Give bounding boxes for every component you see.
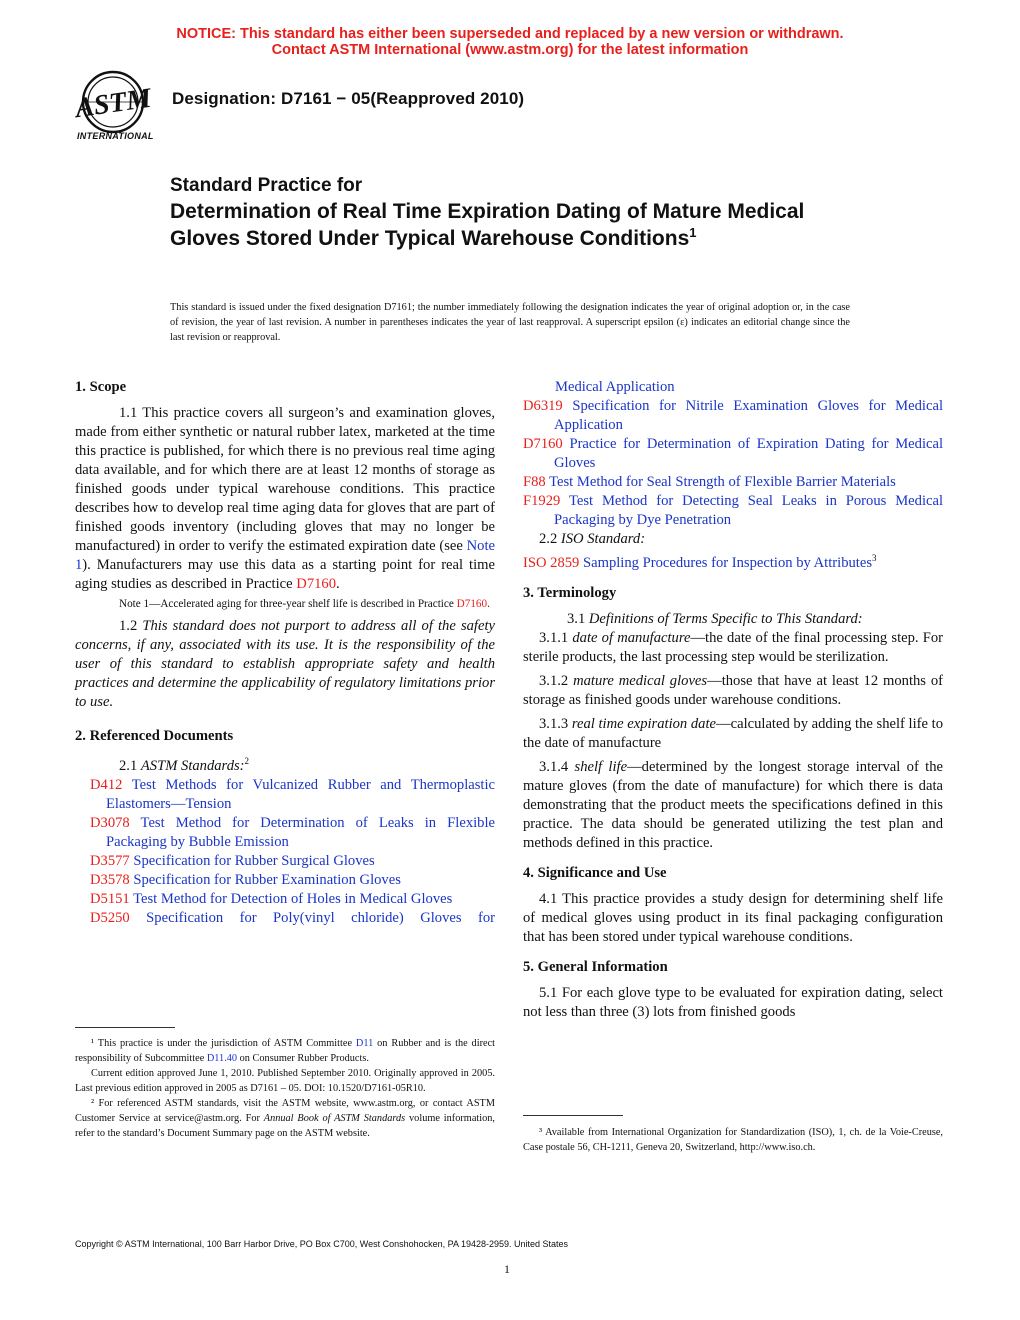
title-main: Determination of Real Time Expiration Dating of Mature Medical Gloves Stored Under Typical Warehouse Conditions$^1$ <box>170 200 805 250</box>
ref-code[interactable]: D5250 <box>90 909 130 926</box>
fn-d1140-link[interactable]: D11.40 <box>206 1053 238 1064</box>
ref-title[interactable]: Specification for Rubber Surgical Gloves <box>133 852 375 869</box>
ref-title[interactable]: Specification for Poly(vinyl chloride) Gloves for <box>146 909 495 926</box>
footnote-1: ¹ This practice is under the jurisdiction of ASTM Committee D11 on Rubber and is the direct responsibility of Subcommittee D11.40 on Consumer Rubber Products. <box>75 1038 495 1064</box>
ref-d3078[interactable] <box>75 814 495 852</box>
title-line-1: Standard Practice for <box>170 175 363 196</box>
ref-d5250-continued[interactable] <box>523 378 943 397</box>
section-1-heading: 1. Scope <box>75 379 127 395</box>
section-5-heading: 5. General Information <box>523 958 668 975</box>
copyright: Copyright © ASTM International, 100 Barr Harbor Drive, PO Box C700, West Conshohocken, PA 19428-2959. United States <box>75 1239 569 1249</box>
d7160-link[interactable]: D7160 <box>296 576 337 592</box>
page-number: 1 <box>504 1262 510 1276</box>
ref-code[interactable]: F1929 <box>523 493 561 509</box>
astm-standards-label: 2.1 ASTM Standards:$^2$ <box>119 756 250 774</box>
ref-title[interactable]: Test Method for Determination of Leaks in Flexible Packaging by Bubble Emission <box>106 814 495 850</box>
ref-code[interactable]: D6319 <box>523 398 563 414</box>
ref-title[interactable]: Test Method for Detection of Holes in Medical Gloves <box>133 890 453 907</box>
logo-wordmark: INTERNATIONAL <box>77 131 154 141</box>
ref-d3577[interactable] <box>75 852 495 871</box>
notice-line-1: NOTICE: This standard has either been superseded and replaced by a new version or withdrawn. <box>176 26 844 42</box>
ref-d6319[interactable] <box>523 397 943 435</box>
ref-d3578[interactable] <box>75 871 495 890</box>
footnote-3: ³ Available from International Organization for Standardization (ISO), 1, ch. de la Voie-Creuse, Case postale 56, CH-1211, Geneva 20, Switzerland, http://www.iso.ch. <box>523 1127 943 1153</box>
footnote-rule-right <box>523 1115 623 1116</box>
ref-f1929[interactable] <box>523 492 943 530</box>
designation: Designation: D7161 − 05(Reapproved 2010) <box>172 89 525 108</box>
footnote-1-edition: Current edition approved June 1, 2010. Published September 2010. Originally approved in 2005. Last previous edition approved in 2005 as D7161 – 05. DOI: 10.1520/D7161-05R10. <box>75 1068 495 1094</box>
footnote-rule-left <box>75 1027 175 1028</box>
para-1-1: 1.1 This practice covers all surgeon’s and examination gloves, made from either synthetic or natural rubber latex, marketed at the time this practice is published, for which there is no previous real time aging data available, and for which there are at least 12 months of storage as finished goods under typical warehouse conditions. This practice describes how to develop real time aging data for gloves that are part of finished goods inventory (including gloves that may no longer be manufactured) in order to verify the estimated expiration date (see Note 1). Manufacturers may use this data as a starting point for real time aging studies as described in Practice D7160. <box>75 405 495 592</box>
ref-d5250[interactable] <box>75 909 495 928</box>
ref-title[interactable]: Sampling Procedures for Inspection by Attributes <box>583 554 873 571</box>
ref-title-cont[interactable]: Medical Application <box>555 379 675 395</box>
footnote-2: ² For referenced ASTM standards, visit the ASTM website, www.astm.org, or contact ASTM Customer Service at service@astm.org. For Annual Book of ASTM Standards volume information, refer to the standard’s Document Summary page on the ASTM website. <box>75 1098 495 1139</box>
ref-iso-2859[interactable]: ISO 2859 Sampling Procedures for Inspection by Attributes$^3$ <box>523 553 877 571</box>
ref-title[interactable]: Specification for Rubber Examination Gloves <box>133 871 401 888</box>
ref-title[interactable]: Practice for Determination of Expiration Dating for Medical Gloves <box>554 436 944 471</box>
left-column <box>75 378 495 928</box>
para-4-1: 4.1 This practice provides a study design for determining shelf life of medical gloves using product in its final packaging configuration that has been stored under typical warehouse conditions. <box>523 890 943 945</box>
ref-code[interactable]: D412 <box>90 776 123 793</box>
ref-code[interactable]: ISO 2859 <box>523 554 580 571</box>
ref-code[interactable]: D3577 <box>90 852 130 869</box>
ref-title[interactable]: Test Method for Seal Strength of Flexible Barrier Materials <box>549 474 896 490</box>
footnotes-left <box>75 1036 495 1141</box>
ref-code[interactable]: D5151 <box>90 890 130 907</box>
ref-code[interactable]: D3578 <box>90 871 130 888</box>
ref-code[interactable]: F88 <box>523 474 546 490</box>
section-3-heading: 3. Terminology <box>523 584 617 601</box>
right-column <box>523 378 943 1022</box>
note-1: Note 1—Accelerated aging for three-year shelf life is described in Practice D7160. <box>119 598 490 610</box>
ref-title[interactable]: Test Methods for Vulcanized Rubber and Thermoplastic Elastomers—Tension <box>106 776 495 812</box>
ref-d5151[interactable] <box>75 890 495 909</box>
ref-d412[interactable] <box>75 776 495 814</box>
note-1-link[interactable]: Note 1 <box>75 538 495 573</box>
para-5-1: 5.1 For each glove type to be evaluated for expiration dating, select not less than three (3) lots from finished goods <box>523 984 943 1020</box>
def-3-1-2: 3.1.2 mature medical gloves—those that have at least 12 months of storage as finished goods under warehouse conditions. <box>523 672 943 708</box>
ref-code[interactable]: D3078 <box>90 814 130 831</box>
para-1-2: 1.2 This standard does not purport to address all of the safety concerns, if any, associated with its use. It is the responsibility of the user of this standard to establish appropriate safety and health practices and determine the applicability of regulatory limitations prior to use. <box>75 618 495 710</box>
ref-title[interactable]: Test Method for Detecting Seal Leaks in Porous Medical Packaging by Dye Penetration <box>554 493 944 528</box>
def-3-1-3: 3.1.3 real time expiration date—calculated by adding the shelf life to the date of manufacture <box>523 715 943 751</box>
def-3-1-4: 3.1.4 shelf life—determined by the longest storage interval of the mature gloves (from the date of manufacture) for which there is data demonstrating that the product meets the specifications defined in this practice. The data should be generated utilizing the test plan and methods defined in this practice. <box>523 758 943 851</box>
ref-title[interactable]: Specification for Nitrile Examination Gloves for Medical Application <box>554 398 943 433</box>
def-3-1-1: 3.1.1 date of manufacture—the date of the final processing step. For sterile products, the last processing step would be sterilization. <box>523 629 943 665</box>
note-d7160-link[interactable]: D7160 <box>456 598 488 610</box>
fn-d11-link[interactable]: D11 <box>355 1038 374 1049</box>
svg-text:ASTM: ASTM <box>73 82 154 125</box>
notice-line-2: Contact ASTM International (www.astm.org) for the latest information <box>271 42 749 58</box>
ref-f88[interactable] <box>523 473 943 492</box>
section-2-heading: 2. Referenced Documents <box>75 728 234 744</box>
preamble: This standard is issued under the fixed designation D7161; the number immediately following the designation indicates the year of original adoption or, in the case of revision, the year of last revision. A number in parentheses indicates the year of last reapproval. A superscript epsilon (ε) indicates an editorial change since the last revision or reapproval. <box>170 302 850 343</box>
ref-code[interactable]: D7160 <box>523 436 563 452</box>
para-3-1: 3.1 Definitions of Terms Specific to This Standard: <box>567 610 863 627</box>
iso-standard-label: 2.2 ISO Standard: <box>539 531 646 547</box>
section-4-heading: 4. Significance and Use <box>523 864 667 881</box>
ref-d7160[interactable] <box>523 435 943 473</box>
